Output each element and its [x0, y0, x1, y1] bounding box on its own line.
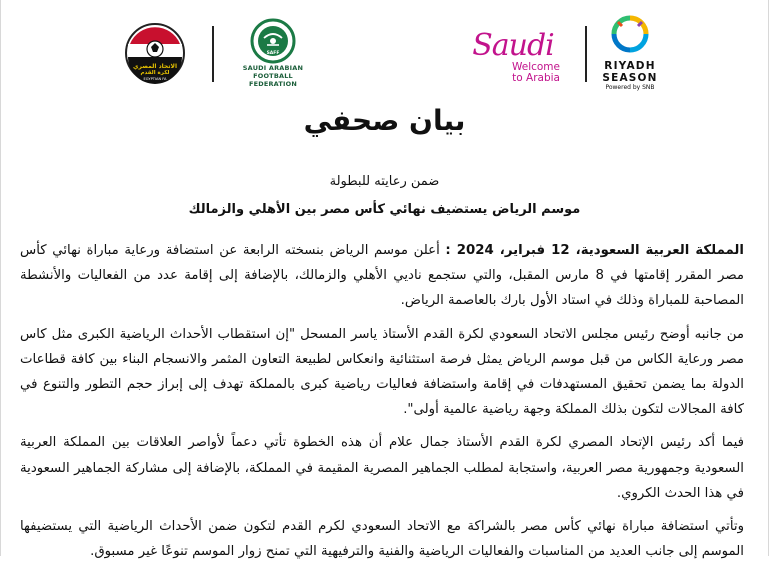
saff-emblem-icon [250, 18, 296, 64]
efa-caption: EGYPTIAN FA [143, 77, 167, 81]
egyptian-fa-logo [124, 22, 186, 84]
logo-bar [0, 0, 769, 100]
headline: موسم الرياض يستضيف نهائي كأس مصر بين الأهلي والزمالك [188, 202, 581, 217]
paragraph-text: وتأتي استضافة مباراة نهائي كأس مصر بالشراكة مع الاتحاد السعودي لكرم القدم لتكون ضمن الأحداث الرياضية التي يستضيفها الموسم إلى جانب العديد من المناسبات والفعاليات الرياضية والفنية والترفيهية التي تمنح زوار الموسم تنوعًا غير مسبوق. [20, 519, 744, 560]
article-body [20, 238, 744, 572]
page-title: بيان صحفي [303, 104, 466, 137]
riyadh-season-line1: RIYADH [604, 60, 656, 72]
saff-name-line2: FOOTBALL FEDERATION [248, 72, 298, 88]
subtitle: ضمن رعايته للبطولة [329, 174, 440, 189]
saudi-wordmark: Saudi [472, 28, 554, 63]
paragraph [20, 430, 744, 506]
saff-emblem-text: SAFF [266, 51, 280, 56]
paragraph [20, 322, 744, 423]
riyadh-season-line2: SEASON [602, 72, 658, 84]
riyadh-season-ring-icon [608, 12, 652, 56]
saudi-welcome-logo [458, 30, 568, 90]
dateline: المملكة العربية السعودية، 12 فبراير، 2024 : [445, 243, 744, 258]
paragraph-text: فيما أكد رئيس الإتحاد المصري لكرة القدم الأستاذ جمال علام أن هذه الخطوة تأتي دعماً لأواصر العلاقات بين المملكة العربية السعودية وجمهورية مصر العربية، واستجابة لمطلب الجماهير المصرية المقيمة في المملكة، بالإضافة إلى مشاركة الجماهير السعودية في هذا الحدث الكروي. [20, 435, 744, 501]
paragraph-text: أعلن موسم الرياض بنسخته الرابعة عن استضافة ورعاية مباراة نهائي كأس مصر المقرر إقامتها في 8 مارس المقبل، والتي ستجمع ناديي الأهلي والزمالك، بالإضافة إلى إقامة عدد من الفعاليات والأنشطة المصاحبة للمباراة وذلك في استاد الأول بارك بالعاصمة الرياض. [20, 243, 744, 309]
riyadh-season-powered: Powered by SNB [605, 84, 655, 91]
saudi-football-federation-logo [228, 18, 318, 88]
paragraph [20, 238, 744, 314]
saudi-tagline-line2: to Arabia [512, 72, 560, 84]
saff-name-line1: SAUDI ARABIAN [242, 64, 304, 72]
paragraph [20, 514, 744, 564]
saudi-tagline-line1: Welcome [511, 61, 560, 73]
riyadh-season-logo [598, 12, 662, 96]
logo-divider [212, 26, 214, 82]
efa-text-top: الاتحاد المصري [133, 63, 177, 70]
logo-divider [585, 26, 587, 82]
paragraph-text: من جانبه أوضح رئيس مجلس الاتحاد السعودي لكرة القدم الأستاذ ياسر المسحل "إن استقطاب الأحداث الرياضية الكبرى مثل كاس مصر ورعاية الكاس من قبل موسم الرياض يمثل فرصة استثنائية وانعكاس لطبيعة التعاون المثمر والانسجام البناء بين كافة قطاعات الدولة بما يضمن تحقيق المستهدفات في إقامة واستضافة فعاليات رياضية كبرى بالمملكة تهدف إلى إبراز حجم التطور والتنوع في كافة المجالات لتكون بذلك المملكة وجهة رياضية عالمية أولى". [20, 326, 744, 418]
efa-text-bottom: لكرة القدم [140, 70, 170, 76]
egyptian-fa-emblem-icon [124, 22, 186, 84]
